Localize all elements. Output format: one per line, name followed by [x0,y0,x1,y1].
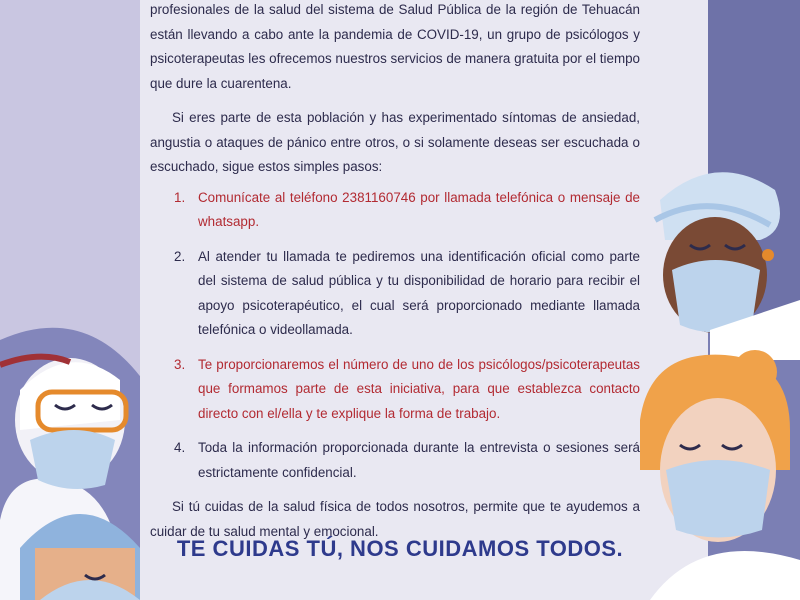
slogan-heading: TE CUIDAS TÚ, NOS CUIDAMOS TODOS. [176,536,624,561]
step-text: Al atender tu llamada te pediremos una identificación oficial como parte del sistema de salud pública y tu disponibilidad de horario para recibir el apoyo psicoterapéutico, el cual será proporcionado mediante llamada telefónica o videollamada. [198,248,640,337]
step-text: Comunícate al teléfono 2381160746 por llamada telefónica o mensaje de whatsapp. [198,189,640,229]
list-item [150,245,640,343]
list-item [150,353,640,427]
step-text: Toda la información proporcionada durante la entrevista o sesiones será estrictamente confidencial. [198,440,640,480]
step-number: 4. [174,440,186,455]
step-number: 2. [174,248,186,264]
instructions-paragraph: Si eres parte de esta población y has experimentado síntomas de ansiedad, angustia o ataques de pánico entre otros, o si solamente deseas ser escuchada o escuchado, sigue estos simples pasos: [150,110,640,174]
intro-paragraph: profesionales de la salud del sistema de Salud Pública de la región de Tehuacán están llevando a cabo ante la pandemia de COVID-19, un grupo de psicólogos y psicoterapeutas les ofrecemos nuestros servicios de manera gratuita por el tiempo que dure la cuarentena. [150,2,640,91]
flyer-body [150,0,640,544]
step-number: 1. [174,189,186,205]
step-text: Te proporcionaremos el número de uno de los psicólogos/psicoterapeutas que formamos parte de esta iniciativa, para que establezca contacto directo con el/ella y te explique la forma de trabajo. [198,356,640,421]
step-number: 3. [174,356,186,372]
list-item [150,186,640,235]
closing-paragraph: Si tú cuidas de la salud física de todos nosotros, permite que te ayudemos a cuidar de tu salud mental y emocional. [150,499,640,539]
steps-list [150,186,640,486]
health-worker-orange-hair-icon [640,350,800,600]
list-item [150,436,640,485]
health-worker-mask-icon [655,172,800,360]
